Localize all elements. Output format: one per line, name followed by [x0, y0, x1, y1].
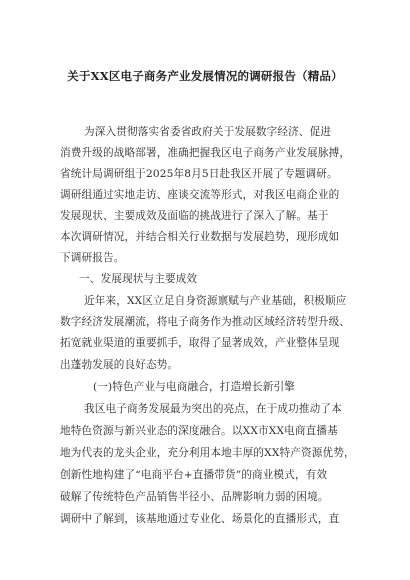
- paragraph-line: 省统计局调研组于2025年8月5日赴我区开展了专题调研。: [60, 168, 338, 180]
- paragraph-line: 下调研报告。: [60, 252, 125, 264]
- paragraph-line: 本次调研情况，并结合相关行业数据与发展趋势，现形成如: [60, 231, 340, 243]
- paragraph-line: 调研中了解到，该基地通过专业化、场景化的直播形式，直: [60, 513, 340, 525]
- paragraph-line: 拓宽就业渠道的重要抓手，取得了显著成效，产业整体呈现: [60, 337, 340, 349]
- section-heading: 一、发展现状与主要成效: [79, 273, 198, 285]
- document-title: 关于XX区电子商务产业发展情况的调研报告（精品）: [67, 69, 343, 83]
- paragraph-line: 数字经济发展潮流，将电子商务作为推动区域经济转型升级、: [60, 316, 351, 328]
- paragraph-line: 调研组通过实地走访、座谈交流等形式，对我区电商企业的: [60, 189, 340, 201]
- paragraph-line: 我区电子商务发展最为突出的亮点，在于成功推动了本: [84, 403, 342, 415]
- paragraph-line: 发展现状、主要成效及面临的挑战进行了深入了解。基于: [60, 210, 329, 222]
- paragraph-line: 创新性地构建了“电商平台+直播带货”的商业模式，有效: [60, 469, 328, 481]
- paragraph-line: 为深入贯彻落实省委省政府关于发展数字经济、促进: [84, 126, 332, 138]
- subsection-heading: (一)特色产业与电商融合，打造增长新引擎: [93, 381, 295, 393]
- paragraph-line: 消费升级的战略部署，准确把握我区电子商务产业发展脉搏，: [60, 147, 351, 159]
- paragraph-line: 地为代表的龙头企业，充分利用本地丰厚的XX特产资源优势，: [60, 447, 355, 459]
- paragraph-line: 近年来，XX区立足自身资源禀赋与产业基础，积极顺应: [84, 295, 347, 307]
- paragraph-line: 出蓬勃发展的良好态势。: [60, 359, 179, 371]
- paragraph-line: 破解了传统特色产品销售半径小、品牌影响力弱的困境。: [60, 491, 329, 503]
- paragraph-line: 地特色资源与新兴业态的深度融合。以XX市XX电商直播基: [60, 425, 338, 437]
